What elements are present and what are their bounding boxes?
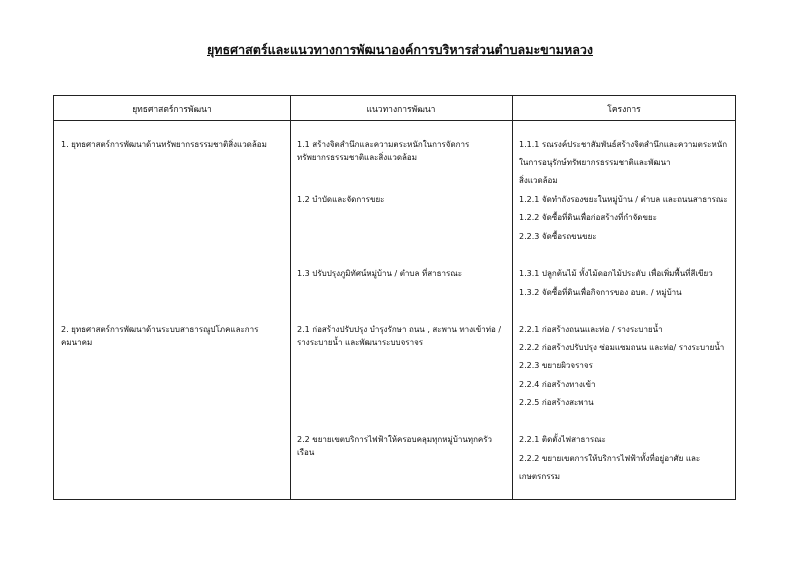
header-strategy: ยุทธศาสตร์การพัฒนา <box>132 105 212 115</box>
guideline-item: 1.2 บำบัดและจัดการขยะ <box>297 195 385 204</box>
project-item: 1.2.1 จัดทำถังรองขยะในหมู่บ้าน / ตำบล และถนนสาธารณะ <box>519 195 728 204</box>
project-item: 1.3.2 จัดซื้อที่ดินเพื่อกิจการของ อบต. / หมู่บ้าน <box>519 288 682 297</box>
guideline-item: 1.1 สร้างจิตสำนึกและความตระหนักในการจัดการทรัพยากรธรรมชาติและสิ่งแวดล้อม <box>297 140 470 162</box>
document-title: ยุทธศาสตร์และแนวทางการพัฒนาองค์การบริหารส่วนตำบลมะขามหลวง <box>206 42 594 57</box>
guideline-item: 1.3 ปรับปรุงภูมิทัศน์หมู่บ้าน / ตำบล ที่สาธารณะ <box>297 269 462 278</box>
project-item: 1.3.1 ปลูกต้นไม้ ทั้งไม้ดอกไม้ประดับ เพื่อเพิ่มพื้นที่สีเขียว <box>519 269 713 278</box>
strategy-item: 1. ยุทธศาสตร์การพัฒนาด้านทรัพยากรธรรมชาติสิ่งแวดล้อม <box>61 140 267 149</box>
guideline-item: 2.1 ก่อสร้างปรับปรุง บำรุงรักษา ถนน , สะพาน ทางเข้าท่อ / รางระบายน้ำ และพัฒนาระบบจราจร <box>297 325 502 347</box>
project-item: เกษตรกรรม <box>519 472 561 481</box>
header-project: โครงการ <box>607 105 641 115</box>
project-item: 2.2.1 ก่อสร้างถนนและท่อ / รางระบายน้ำ <box>519 325 663 334</box>
project-item: 1.1.1 รณรงค์ประชาสัมพันธ์สร้างจิตสำนึกและความตระหนัก <box>519 140 728 149</box>
project-item: สิ่งแวดล้อม <box>519 176 558 185</box>
header-guideline: แนวทางการพัฒนา <box>366 105 436 115</box>
project-item: 2.2.3 จัดซื้อรถขนขยะ <box>519 232 597 241</box>
project-item: 2.2.2 ขยายเขตการให้บริการไฟฟ้าทั้งที่อยู่อาศัย และ <box>519 454 701 463</box>
project-item: 2.2.5 ก่อสร้างสะพาน <box>519 398 594 407</box>
project-item: 2.2.4 ก่อสร้างทางเข้า <box>519 380 596 389</box>
column-divider <box>512 96 513 499</box>
project-item: 2.2.2 ก่อสร้างปรับปรุง ซ่อมแซมถนน และท่อ/ รางระบายน้ำ <box>519 343 725 352</box>
strategy-table <box>53 95 736 500</box>
project-item: 1.2.2 จัดซื้อที่ดินเพื่อก่อสร้างที่กำจัดขยะ <box>519 213 657 222</box>
project-item: 2.2.3 ขยายผิวจราจร <box>519 361 593 370</box>
project-item: 2.2.1 ติดตั้งไฟสาธารณะ <box>519 435 606 444</box>
column-divider <box>290 96 291 499</box>
header-divider <box>54 120 735 121</box>
strategy-item: 2. ยุทธศาสตร์การพัฒนาด้านระบบสาธารณูปโภคและการคมนาคม <box>61 325 259 347</box>
guideline-item: 2.2 ขยายเขตบริการไฟฟ้าให้ครอบคลุมทุกหมู่บ้านทุกครัวเรือน <box>297 435 493 457</box>
project-item: ในการอนุรักษ์ทรัพยากรธรรมชาติและพัฒนา <box>519 158 671 167</box>
